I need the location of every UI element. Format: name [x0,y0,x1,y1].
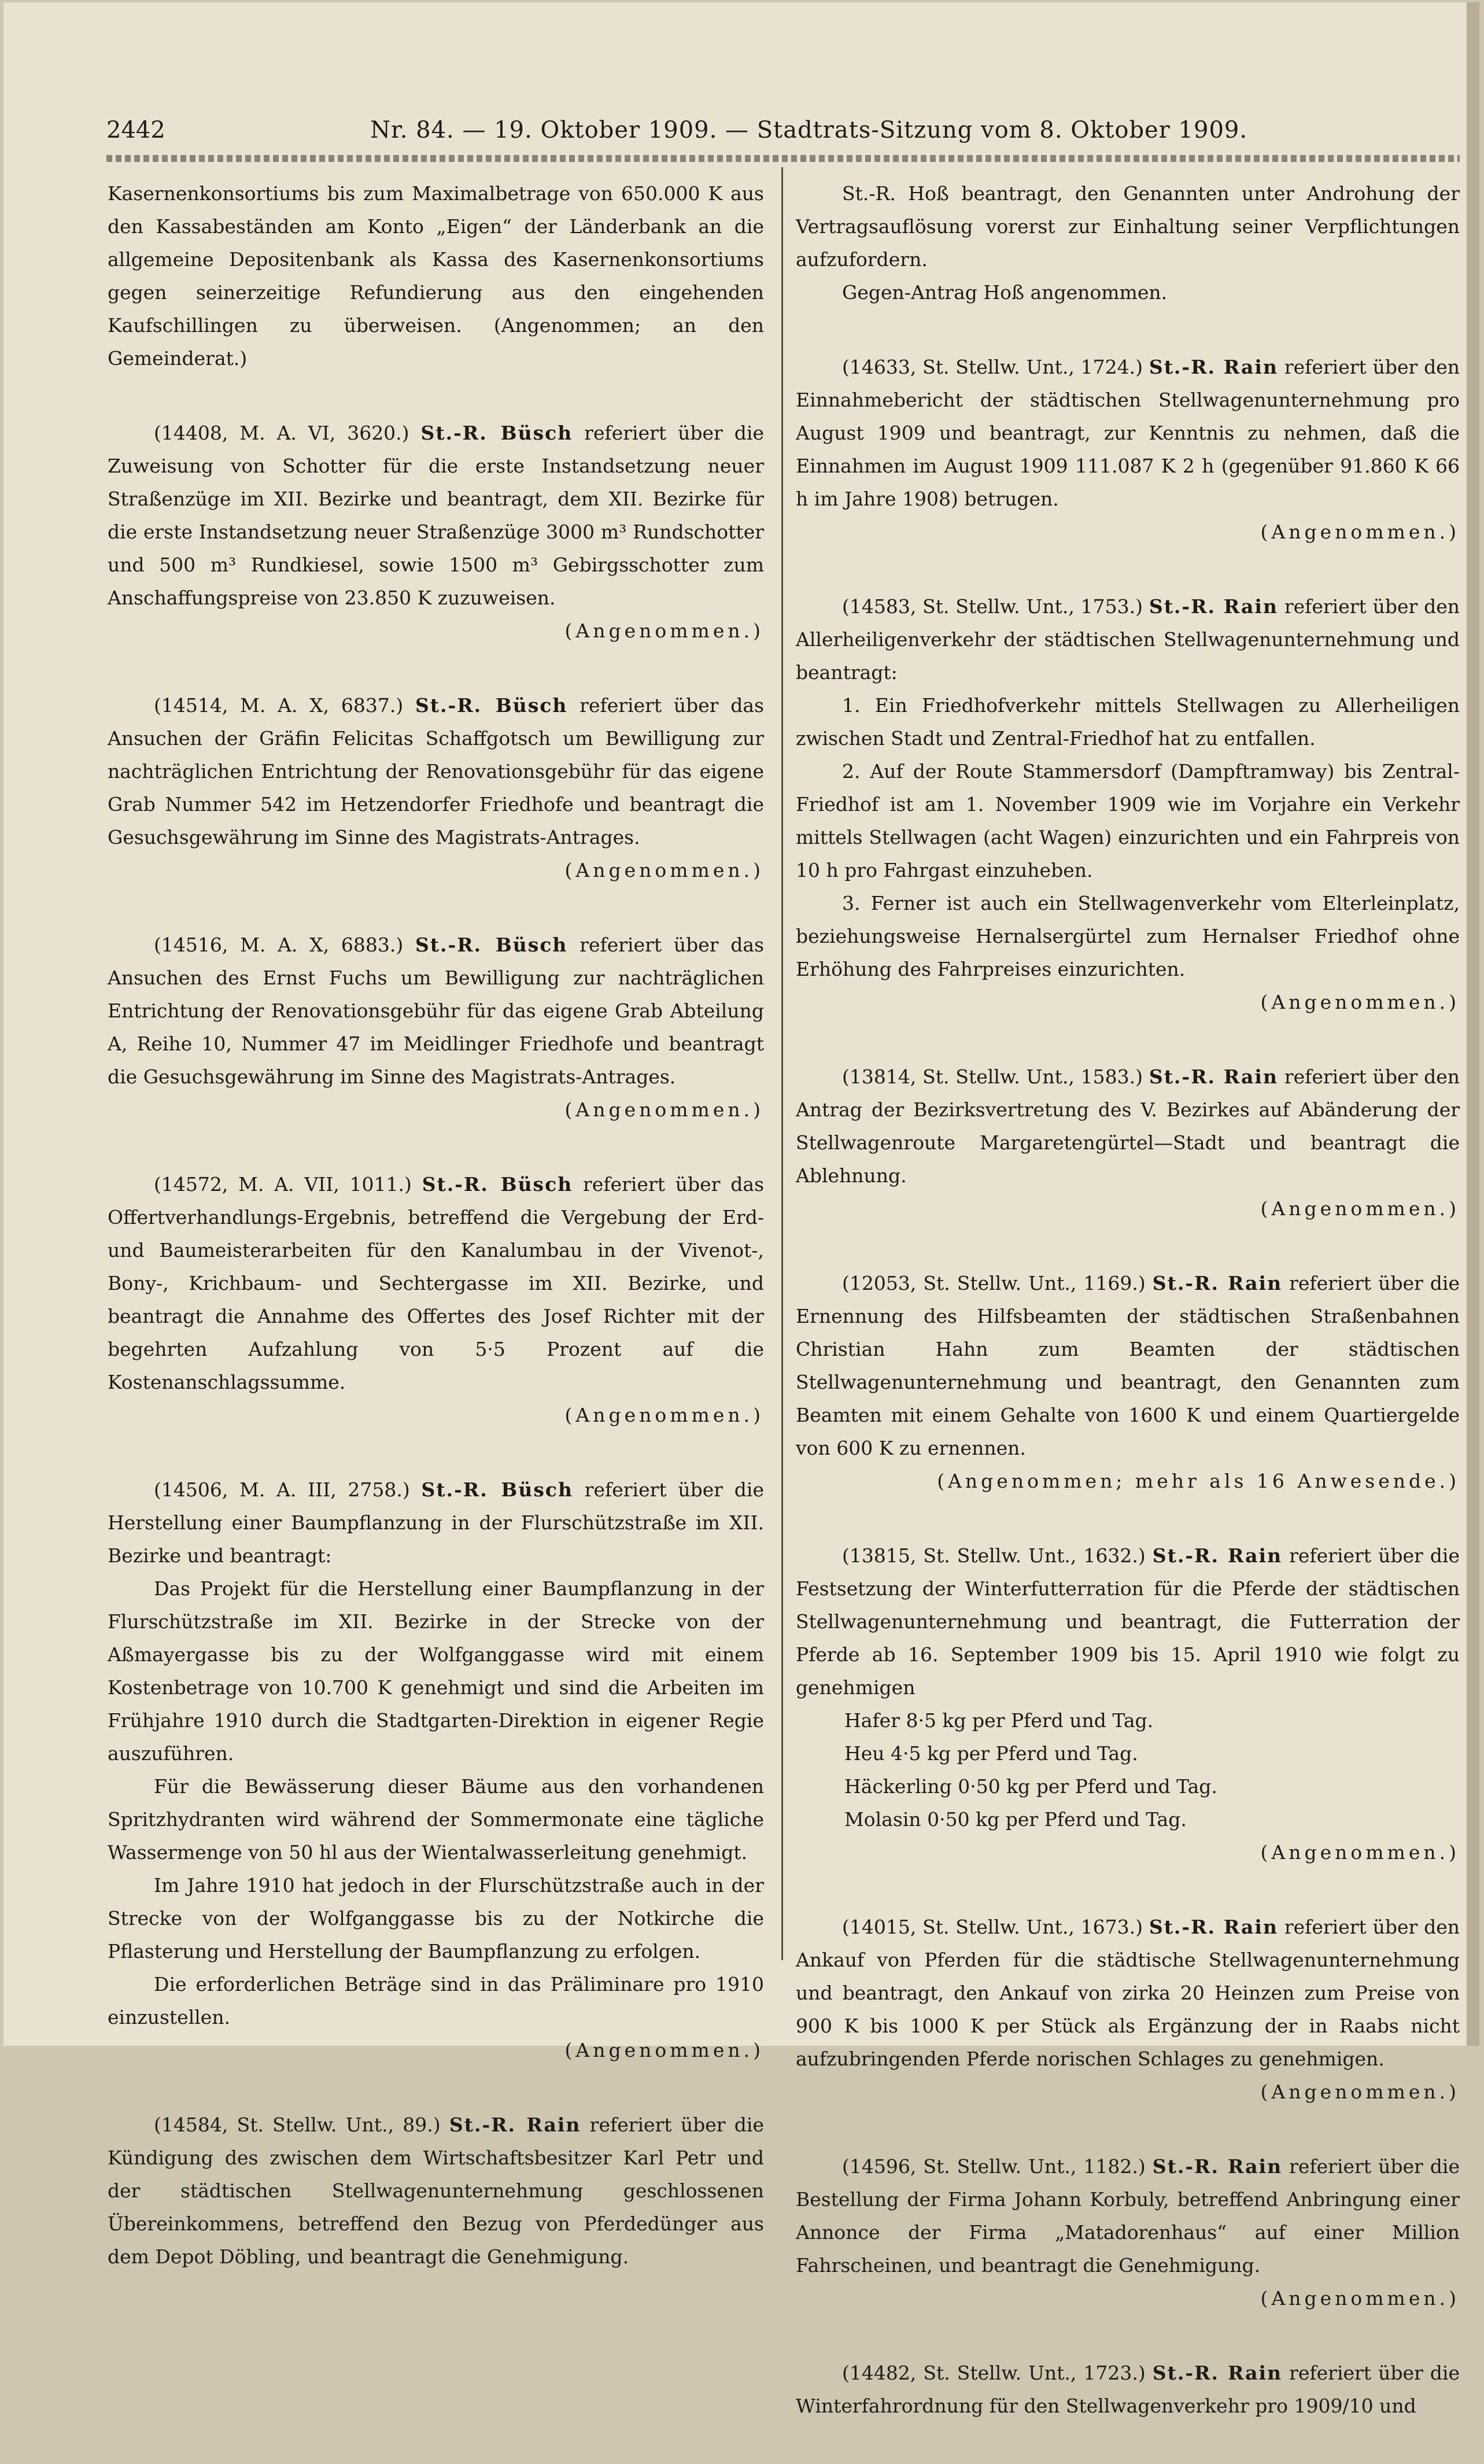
entry-body: referiert über die Ernennung des Hilfsbeamten der städtischen Straßenbahnen Christian Hahn zum Beamten der städtischen Stellwagenunternehmung und beantragt, den Genannten zum Beamten mit einem Gehalte von 1600 K und einem Quartiergelde von 600 K zu ernennen. [796,1272,1460,1459]
entry-paragraph: 2. Auf der Route Stammersdorf (Dampftramway) bis Zentral-Friedhof ist am 1. November 1909 wie im Vorjahre ein Verkehr mittels Stellwagen (acht Wagen) einzurichten und ein Fahrpreis von 10 h pro Fahrgast einzuheben. [796,760,1460,881]
entry-text [796,1539,1460,1704]
entry-body: referiert über die Kündigung des zwischen dem Wirtschaftsbesitzer Karl Petr und der städtischen Stellwagenunternehmung geschlossenen Übereinkommens, betreffend den Bezug von Pferdedünger aus dem Depot Döbling, und beantragt die Genehmigung. [108,2113,764,2268]
speaker-name: St.-R. Rain [1149,356,1278,378]
speaker-name: St.-R. Rain [1149,595,1278,618]
entry-body: referiert über den Antrag der Bezirksvertretung des V. Bezirkes auf Abänderung der Stellwagenroute Margaretengürtel—Stadt und beantragt die Ablehnung. [796,1065,1460,1187]
entry-reference: (12053, St. Stellw. Unt., 1169.) [842,1272,1146,1294]
entry-paragraph: Im Jahre 1910 hat jedoch in der Flurschützstraße auch in der Strecke von der Wolfganggasse bis zu der Notkirche die Pflasterung und Herstellung der Baumpflanzung zu erfolgen. [108,1874,764,1963]
entry-body: referiert über die Winterfahrordnung für den Stellwagenverkehr pro 1909/10 und [796,2362,1460,2417]
agenda-entry [796,590,1460,1019]
entry-text [108,1168,764,1399]
agenda-entry [796,177,1460,309]
agenda-entry [796,2150,1460,2315]
speaker-name: St.-R. Rain [1152,2155,1283,2178]
agenda-entry [108,1473,764,2067]
resolution: (Angenommen.) [1260,1841,1460,1864]
speaker-name: St.-R. Rain [1152,1544,1283,1567]
entry-reference: (14015, St. Stellw. Unt., 1673.) [842,1916,1143,1938]
speaker-name: St.-R. Rain [1152,2362,1283,2384]
entry-text [108,1473,764,1572]
agenda-entry [796,2356,1460,2422]
entry-text [796,1060,1460,1192]
agenda-entry [796,1539,1460,1869]
entry-body: referiert über den Allerheiligenverkehr der städtischen Stellwagenunternehmung und beantragt: [796,595,1460,684]
resolution: (Angenommen.) [1260,2081,1460,2103]
agenda-entry [108,689,764,887]
entry-body: referiert über das Offertverhandlungs-Ergebnis, betreffend die Vergebung der Erd- und Baumeisterarbeiten für den Kanalumbau in der Vivenot-, Bony-, Krichbaum- und Sechtergasse im XII. Bezirke, und beantragt die Annahme des Offertes des Josef Richter mit der begehrten Aufzahlung von 5·5 Prozent auf die Kostenanschlagssumme. [108,1173,765,1393]
agenda-entry [796,1267,1460,1497]
resolution: (Angenommen.) [1260,991,1460,1013]
entry-reference: (14584, St. Stellw. Unt., 89.) [154,2113,441,2136]
speaker-name: St.-R. Büsch [415,694,568,717]
ration-item: Molasin 0·50 kg per Pferd und Tag. [844,1808,1187,1831]
page-number: 2442 [106,117,165,143]
entry-body: referiert über die Zuweisung von Schotter für die erste Instandsetzung neuer Straßenzüge im XII. Bezirke und beantragt, dem XII. Bezirke für die erste Instandsetzung neuer Straßenzüge 3000 m³ Rundschotter und 500 m³ Rundkiesel, sowie 1500 m³ Gebirgsschotter zum Anschaffungspreise von 23.850 K zuzuweisen. [108,422,764,609]
resolution: (Angenommen.) [564,2039,764,2061]
entry-text [796,1267,1460,1465]
resolution: (Angenommen; mehr als 16 Anwesende.) [937,1470,1460,1492]
document-page [3,2,1479,2417]
resolution: (Angenommen.) [564,619,764,642]
resolution: (Angenommen.) [1260,2287,1460,2310]
agenda-entry [108,1168,764,1432]
entry-paragraph: Das Projekt für die Herstellung einer Baumpflanzung in der Flurschützstraße im XII. Bezirke in der Strecke von der Aßmayergasse bis zu der Wolfganggasse wird mit einem Kostenbetrage von 10.700 K genehmigt und sind die Arbeiten im Frühjahre 1910 durch die Stadtgarten-Direktion in eigener Regie auszuführen. [108,1577,764,1765]
entry-reference: (14596, St. Stellw. Unt., 1182.) [842,2155,1146,2178]
entry-paragraph: Gegen-Antrag Hoß angenommen. [842,281,1168,304]
entry-body: referiert über das Ansuchen des Ernst Fuchs um Bewilligung zur nachträglichen Entrichtung der Renovationsgebühr für das eigene Grab Abteilung A, Reihe 10, Nummer 47 im Meidlinger Friedhofe und beantragt die Gesuchsgewährung im Sinne des Magistrats-Antrages. [108,934,765,1088]
entry-text [108,689,764,854]
header-divider [106,155,1460,162]
entry-reference: (14408, M. A. VI, 3620.) [154,422,409,444]
speaker-name: St.-R. Rain [1149,1916,1278,1938]
agenda-entry [108,416,764,647]
column-divider [781,167,783,1960]
speaker-name: St.-R. Rain [1149,1065,1278,1088]
entry-paragraph: Die erforderlichen Beträge sind in das Präliminare pro 1910 einzustellen. [108,1973,764,2028]
entry-reference: (13815, St. Stellw. Unt., 1632.) [842,1544,1146,1567]
entry-reference: (14516, M. A. X, 6883.) [154,934,404,956]
entry-text [796,590,1460,689]
entry-reference: (13814, St. Stellw. Unt., 1583.) [842,1065,1143,1088]
entry-reference: (14572, M. A. VII, 1011.) [154,1173,412,1196]
entry-reference: (14482, St. Stellw. Unt., 1723.) [842,2362,1146,2384]
agenda-entry [108,928,764,1126]
entry-text [796,2150,1460,2282]
entry-paragraph: Kasernenkonsortiums bis zum Maximalbetrage von 650.000 K aus den Kassabeständen am Konto „Eigen“ der Länderbank an die allgemeine Depositenbank als Kassa des Kasernenkonsortiums gegen seinerzeitige Refundierung aus den eingehenden Kaufschillingen zu überweisen. (Angenommen; an den Gemeinderat.) [108,182,764,370]
entry-text [108,928,764,1093]
entry-body: referiert über den Einnahmebericht der städtischen Stellwagenunternehmung pro August 1909 und beantragt, zur Kenntnis zu nehmen, daß die Einnahmen im August 1909 111.087 K 2 h (gegenüber 91.860 K 66 h im Jahre 1908) betrugen. [796,356,1460,510]
entry-text [796,351,1460,515]
page-header [106,114,1248,146]
left-column [108,177,764,2315]
entry-body: referiert über die Herstellung einer Baumpflanzung in der Flurschützstraße im XII. Bezirke und beantragt: [108,1478,764,1567]
agenda-entry [796,1910,1460,2108]
resolution: (Angenommen.) [564,1404,764,1426]
entry-reference: (14506, M. A. III, 2758.) [154,1478,410,1501]
entry-reference: (14514, M. A. X, 6837.) [154,694,404,717]
agenda-entry [108,2108,764,2273]
entry-body: referiert über die Festsetzung der Winterfutterration für die Pferde der städtischen Stellwagenunternehmung und beantragt, die Futterration der Pferde ab 16. September 1909 bis 15. April 1910 wie folgt zu genehmigen [796,1544,1460,1699]
agenda-entry [108,177,764,375]
entry-paragraph: St.-R. Hoß beantragt, den Genannten unter Androhung der Vertragsauflösung vorerst zur Einhaltung seiner Verpflichtungen aufzufordern. [796,182,1460,271]
speaker-name: St.-R. Büsch [420,422,573,444]
speaker-name: St.-R. Rain [449,2113,581,2136]
entry-text [108,416,764,614]
right-column [796,177,1460,2464]
speaker-name: St.-R. Büsch [422,1173,573,1196]
ration-item: Häckerling 0·50 kg per Pferd und Tag. [844,1775,1217,1798]
agenda-entry [796,1060,1460,1225]
entry-text [108,2108,764,2273]
entry-text [796,1910,1460,2075]
resolution: (Angenommen.) [1260,1197,1460,1220]
speaker-name: St.-R. Büsch [421,1478,573,1501]
ration-item: Hafer 8·5 kg per Pferd und Tag. [844,1709,1154,1732]
entry-body: referiert über die Bestellung der Firma Johann Korbuly, betreffend Anbringung einer Annonce der Firma „Matadorenhaus“ auf einer Million Fahrscheinen, und beantragt die Genehmigung. [796,2155,1460,2277]
entry-body: referiert über das Ansuchen der Gräfin Felicitas Schaffgotsch um Bewilligung zur nachträglichen Entrichtung der Renovationsgebühr für das eigene Grab Nummer 542 im Hetzendorfer Friedhofe und beantragt die Gesuchsgewährung im Sinne des Magistrats-Antrages. [108,694,765,849]
entry-paragraph: 3. Ferner ist auch ein Stellwagenverkehr vom Elterleinplatz, beziehungsweise Hernalsergürtel zum Hernalser Friedhof ohne Erhöhung des Fahrpreises einzurichten. [796,892,1460,980]
resolution: (Angenommen.) [564,859,764,881]
entry-reference: (14633, St. Stellw. Unt., 1724.) [842,356,1143,378]
ration-item: Heu 4·5 kg per Pferd und Tag. [844,1742,1138,1765]
agenda-entry [796,351,1460,548]
running-head: Nr. 84. — 19. Oktober 1909. — Stadtrats-Sitzung vom 8. Oktober 1909. [370,117,1248,143]
resolution: (Angenommen.) [1260,521,1460,543]
entry-paragraph: 1. Ein Friedhofverkehr mittels Stellwagen zu Allerheiligen zwischen Stadt und Zentral-Friedhof hat zu entfallen. [796,694,1460,750]
entry-body: referiert über den Ankauf von Pferden für die städtische Stellwagenunternehmung und beantragt, den Ankauf von zirka 20 Heinzen zum Preise von 900 K bis 1000 K per Stück als Ergänzung der in Raabs nicht aufzubringenden Pferde norischen Schlages zu genehmigen. [796,1916,1460,2070]
entry-reference: (14583, St. Stellw. Unt., 1753.) [842,595,1143,618]
entry-paragraph: Für die Bewässerung dieser Bäume aus den vorhandenen Spritzhydranten wird während der Sommermonate eine tägliche Wassermenge von 50 hl aus der Wientalwasserleitung genehmigt. [108,1775,764,1864]
resolution: (Angenommen.) [564,1098,764,1121]
speaker-name: St.-R. Büsch [415,934,568,956]
speaker-name: St.-R. Rain [1152,1272,1283,1294]
entry-text [796,2356,1460,2422]
page-edge [1467,2,1479,2046]
